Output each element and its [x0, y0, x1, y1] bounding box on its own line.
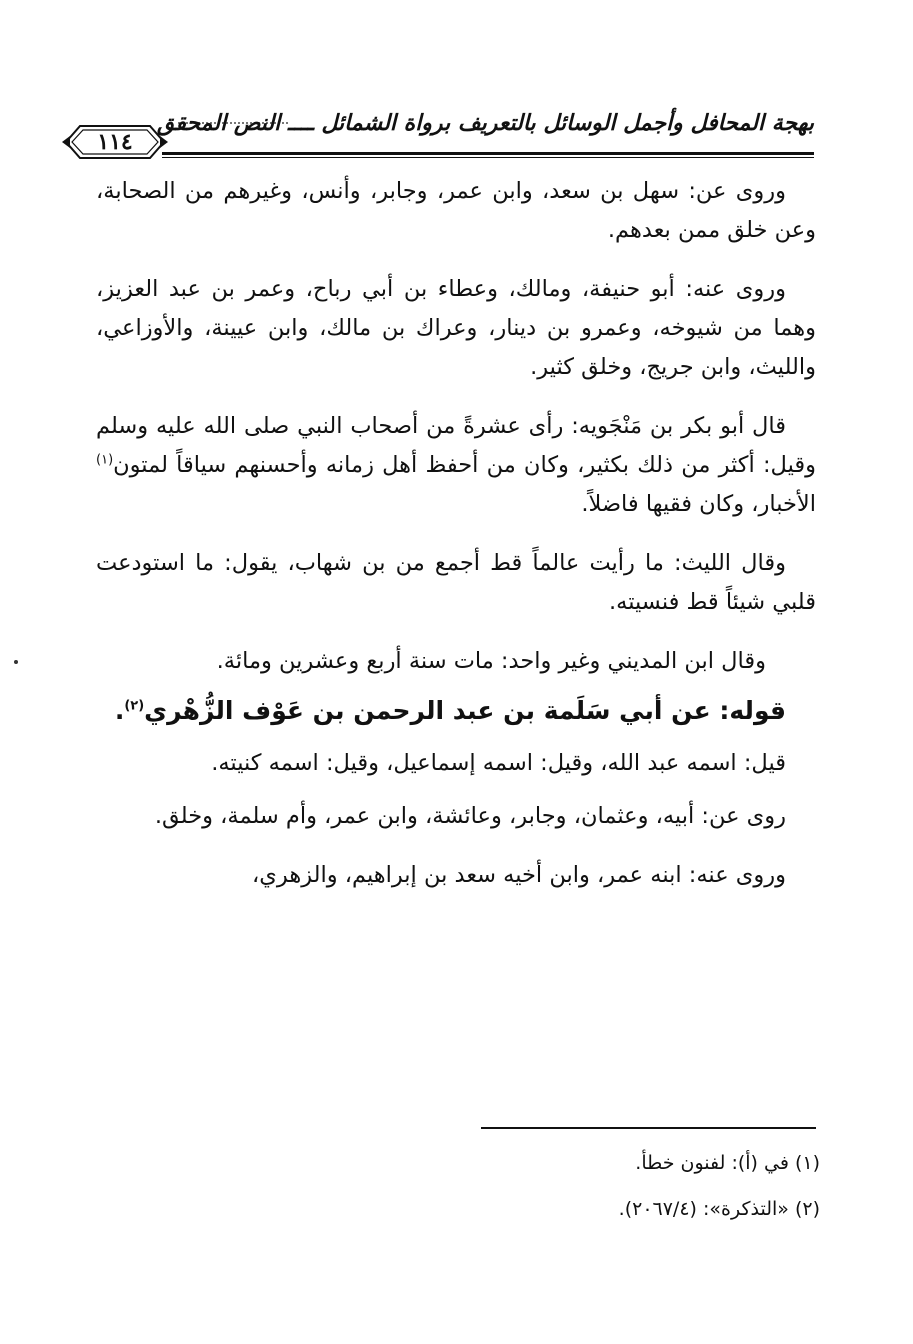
scan-speck: [14, 660, 18, 664]
paragraph-text: قال أبو بكر بن مَنْجَويه: رأى عشرةً من أصحاب النبي صلى الله عليه وسلم وقيل: أكثر من ذلك بكثير، وكان من أحفظ أهل زمانه وأحسنهم سياقاً لمتون: [96, 413, 816, 478]
paragraph: وروى عنه: أبو حنيفة، ومالك، وعطاء بن أبي رباح، وعمر بن عبد العزيز، وهما من شيوخه، وعمرو بن دينار، وعراك بن مالك، وابن عيينة، والأوزاعي، والليث، وابن جريج، وخلق كثير.: [96, 276, 816, 380]
paragraph: وروى عن: سهل بن سعد، وابن عمر، وجابر، وأنس، وغيرهم من الصحابة، وعن خلق ممن بعدهم.: [96, 178, 816, 243]
paragraph: روى عن: أبيه، وعثمان، وجابر، وعائشة، وابن عمر، وأم سلمة، وخلق.: [154, 803, 786, 829]
paragraph: وروى عنه: ابنه عمر، وابن أخيه سعد بن إبراهيم، والزهري،: [252, 862, 786, 888]
footnote: (١) في (أ): لفنون خطأ.: [635, 1152, 820, 1174]
footnote-ref: (٢): [124, 698, 145, 714]
page-number: ١١٤: [97, 129, 133, 155]
paragraph-text: الأخبار، وكان فقيها فاضلاً.: [581, 491, 816, 517]
page-number-badge: [62, 122, 168, 162]
footnote-separator: [481, 1127, 816, 1129]
footnote: (٢) «التذكرة»: (٢٠٦٧/٤).: [618, 1198, 820, 1220]
paragraph: [96, 407, 816, 524]
main-text: [96, 172, 816, 915]
header-rule: [162, 152, 814, 155]
running-title: بهجة المحافل وأجمل الوسائل بالتعريف برواة الشمائل ــــ النص المحقق: [156, 110, 814, 136]
footnote-ref: (١): [96, 452, 114, 468]
header-rule-thin: [162, 157, 814, 158]
footnotes: [96, 1140, 820, 1232]
heading-text: قوله: عن أبي سَلَمة بن عبد الرحمن بن عَوْف الزُّهْري: [144, 696, 786, 725]
heading-quote: قوله: عن أبي سَلَمة بن عبد الرحمن بن عَوْف الزُّهْري$^{(٢)}$.: [114, 696, 786, 725]
paragraph: وقال الليث: ما رأيت عالماً قط أجمع من بن شهاب، يقول: ما استودعت قلبي شيئاً قط فنسيته.: [96, 550, 816, 615]
page-header: [62, 108, 814, 166]
paragraph: قيل: اسمه عبد الله، وقيل: اسمه إسماعيل، وقيل: اسمه كنيته.: [211, 750, 786, 776]
paragraph: وقال ابن المديني وغير واحد: مات سنة أربع وعشرين ومائة.: [216, 648, 766, 674]
